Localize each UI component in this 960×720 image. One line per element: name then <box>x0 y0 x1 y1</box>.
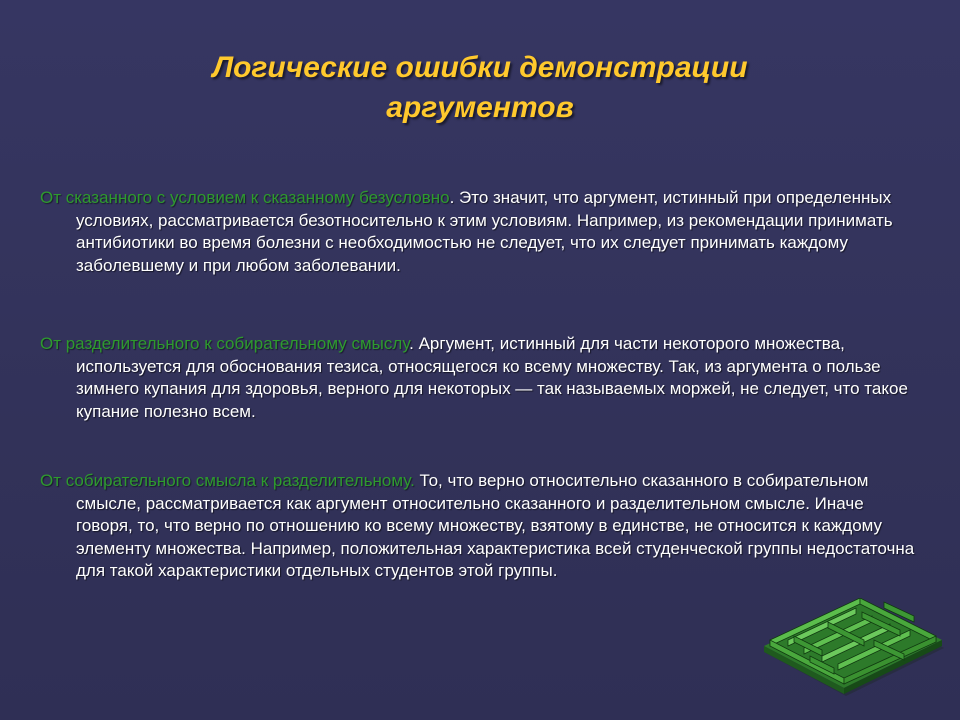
argument-item-1 <box>40 187 916 277</box>
item-3-highlight: От собирательного смысла к разделительному. <box>40 471 415 490</box>
maze-icon <box>756 598 944 696</box>
item-2-highlight: От разделительного к собирательному смыслу <box>40 334 410 353</box>
argument-item-2 <box>40 333 916 423</box>
item-1-highlight: От сказанного с условием к сказанному безусловно <box>40 188 450 207</box>
item-2-text: . Аргумент, истинный для части некоторого множества, используется для обоснования тезиса, относящегося ко всему множеству. Так, из аргумента о пользе зимнего купания для здоровья, верного для некоторых — так называемых моржей, не следует, что такое купание полезно всем. <box>76 334 908 421</box>
item-1-text: . Это значит, что аргумент, истинный при определенных условиях, рассматривается безотносительно к этим условиям. Например, из рекомендации принимать антибиотики во время болезни с необходимостью не следует, что их следует принимать каждому заболевшему и при любом заболевании. <box>76 188 893 275</box>
argument-item-3 <box>40 470 916 583</box>
item-3-text: То, что верно относительно сказанного в собирательном смысле, рассматривается как аргумент относительно сказанного и разделительном смысле. Иначе говоря, то, что верно по отношению ко всему множеству, взятому в единстве, не относится к каждому элементу множества. Например, положительная характеристика всей студенческой группы недостаточна для такой характеристики отдельных студентов этой группы. <box>76 471 915 580</box>
slide-title: Логические ошибки демонстрации аргументов <box>212 51 748 124</box>
